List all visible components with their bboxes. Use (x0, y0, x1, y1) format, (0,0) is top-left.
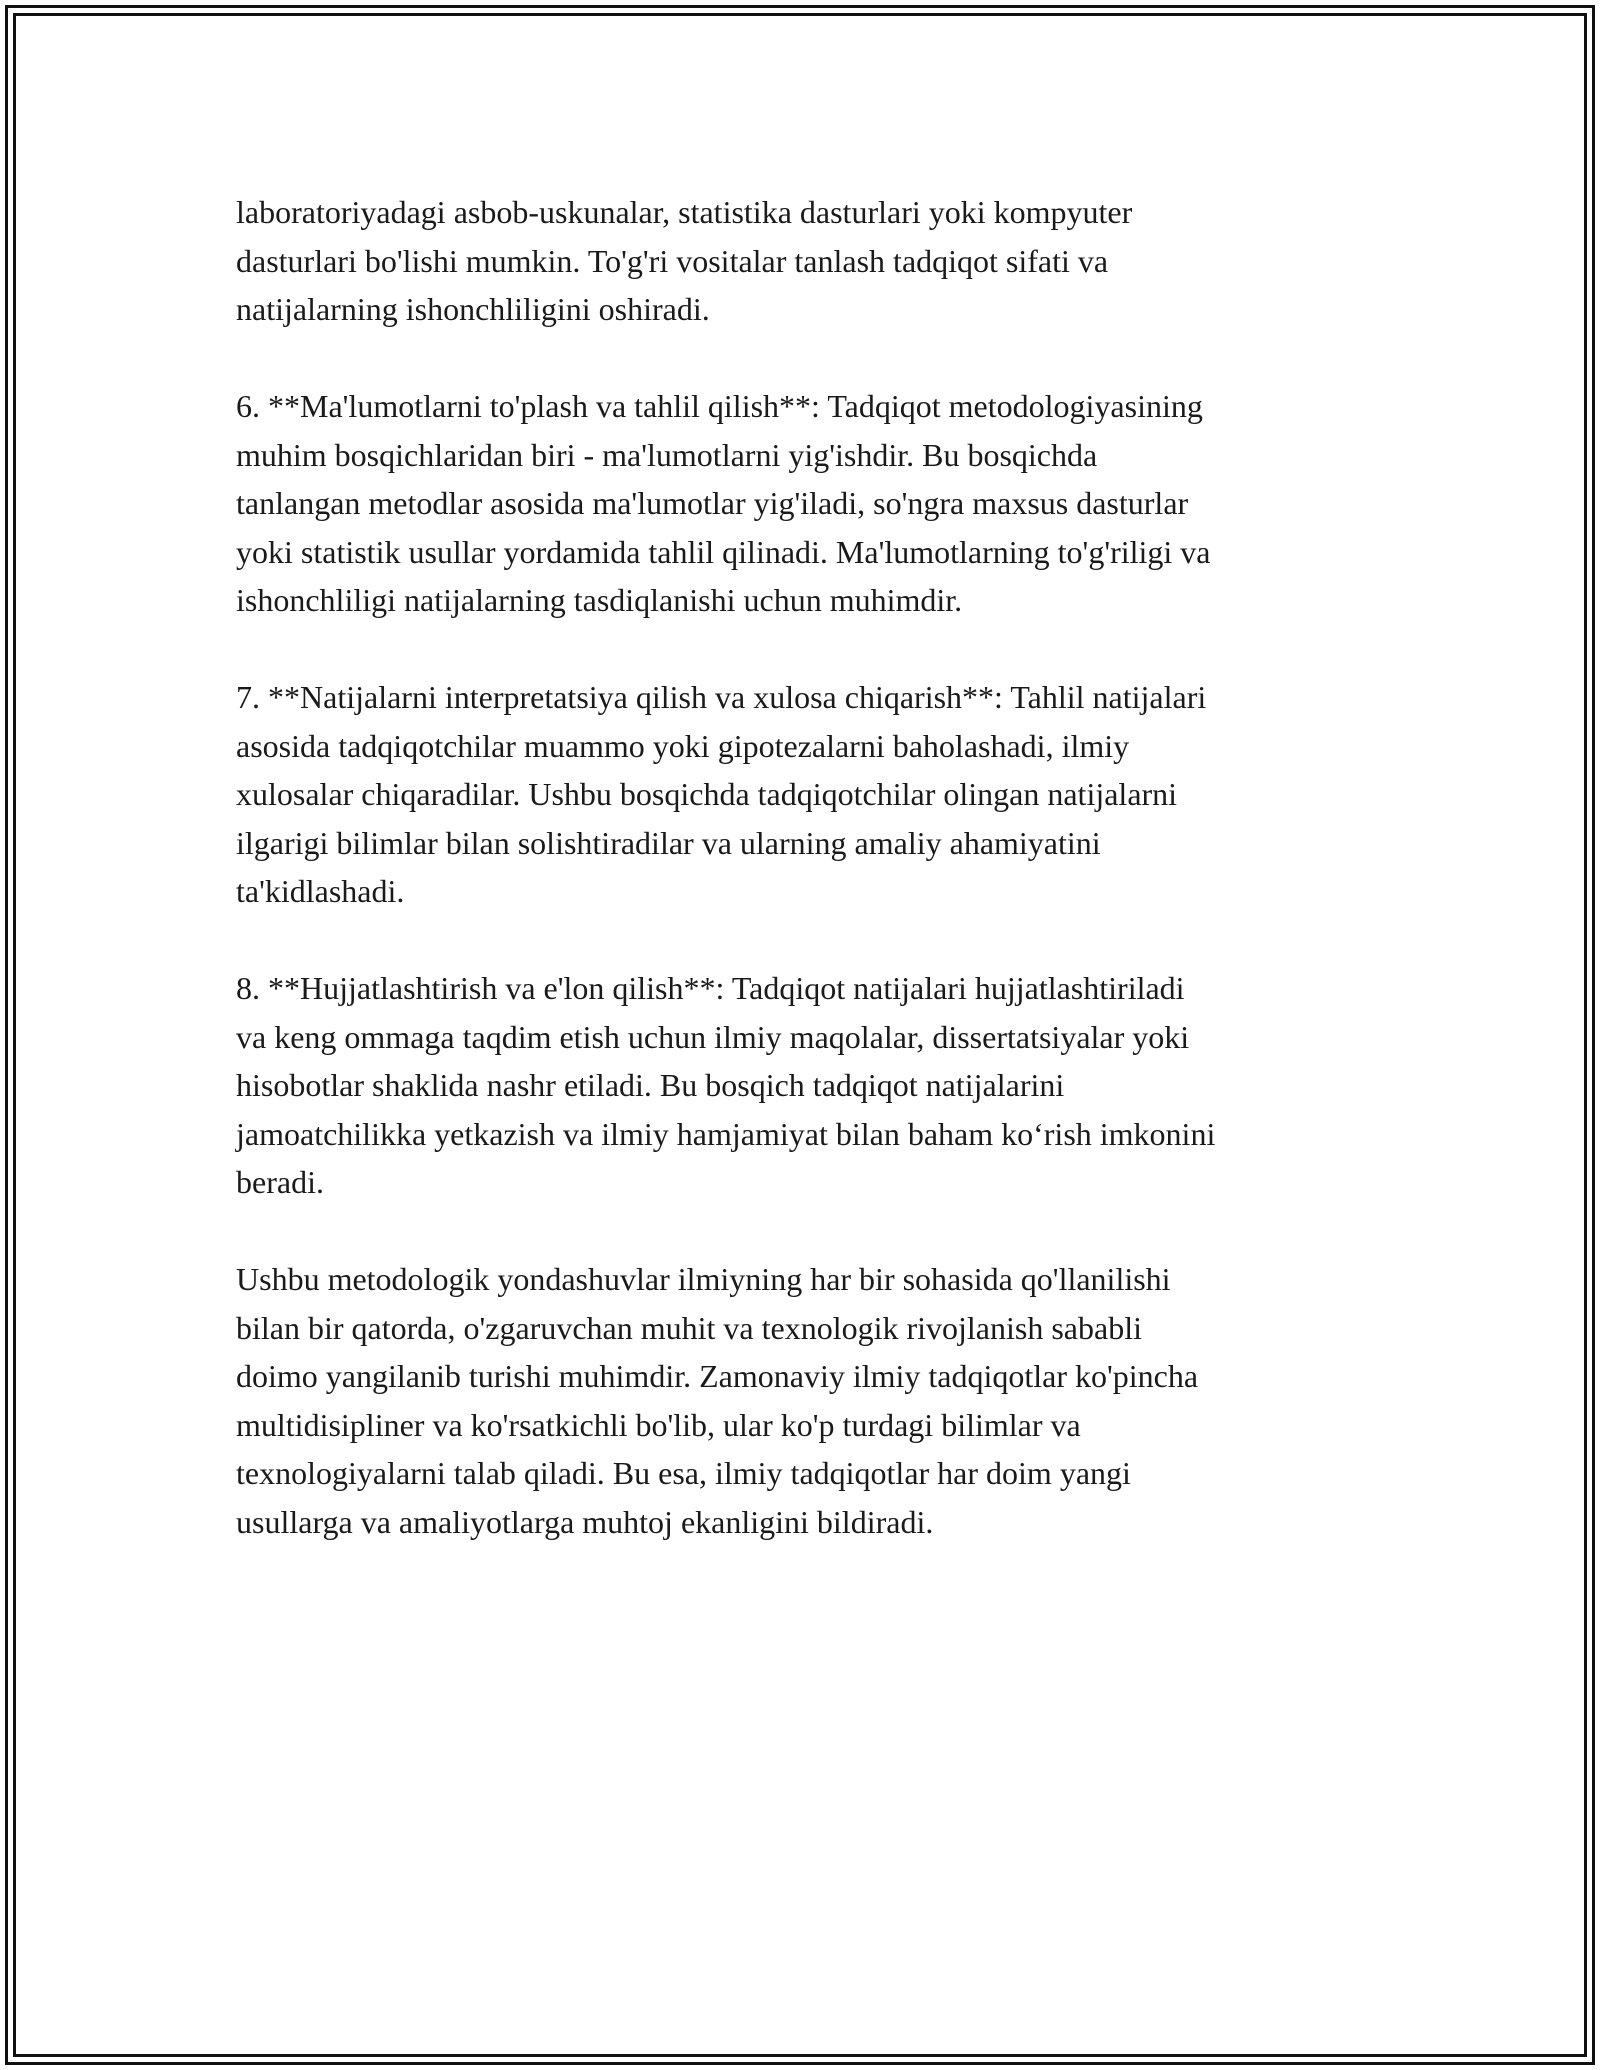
text-line: doimo yangilanib turishi muhimdir. Zamonaviy ilmiy tadqiqotlar ko'pincha (236, 1358, 1199, 1394)
text-line: 8. **Hujjatlashtirish va e'lon qilish**: Tadqiqot natijalari hujjatlashtiriladi (236, 970, 1185, 1006)
text-line: ishonchliligi natijalarning tasdiqlanishi uchun muhimdir. (236, 582, 963, 618)
paragraph-tools-continuation (236, 188, 1376, 334)
paragraph-item-6 (236, 382, 1376, 625)
text-line: multidisipliner va ko'rsatkichli bo'lib, ular ko'p turdagi bilimlar va (236, 1406, 1081, 1443)
text-line: laboratoriyadagi asbob-uskunalar, statistika dasturlari yoki kompyuter (236, 194, 1133, 230)
text-line: hisobotlar shaklida nashr etiladi. Bu bosqich tadqiqot natijalarini (236, 1067, 1065, 1103)
paragraph-item-7 (236, 673, 1376, 916)
text-line: beradi. (236, 1164, 324, 1200)
text-line: jamoatchilikka yetkazish va ilmiy hamjamiyat bilan baham ko‘rish imkonini (236, 1115, 1216, 1152)
text-line: usullarga va amaliyotlarga muhtoj ekanligini bildiradi. (236, 1503, 934, 1540)
text-line: ta'kidlashadi. (236, 873, 405, 909)
text-line: dasturlari bo'lishi mumkin. To'g'ri vositalar tanlash tadqiqot sifati va (236, 242, 1109, 279)
text-line: tanlangan metodlar asosida ma'lumotlar yig'iladi, so'ngra maxsus dasturlar (236, 485, 1189, 521)
text-line: 6. **Ma'lumotlarni to'plash va tahlil qilish**: Tadqiqot metodologiyasining (236, 388, 1203, 424)
paragraph-item-8 (236, 964, 1376, 1207)
text-line: Ushbu metodologik yondashuvlar ilmiyning har bir sohasida qo'llanilishi (236, 1261, 1171, 1297)
text-line: natijalarning ishonchliligini oshiradi. (236, 291, 710, 327)
text-line: 7. **Natijalarni interpretatsiya qilish va xulosa chiqarish**: Tahlil natijalari (236, 679, 1207, 715)
text-line: yoki statistik usullar yordamida tahlil qilinadi. Ma'lumotlarning to'g'riligi va (236, 533, 1211, 570)
document-body (236, 188, 1376, 1595)
text-line: bilan bir qatorda, o'zgaruvchan muhit va texnologik rivojlanish sababli (236, 1309, 1142, 1346)
paragraph-conclusion (236, 1255, 1376, 1546)
text-line: ilgarigi bilimlar bilan solishtiradilar va ularning amaliy ahamiyatini (236, 824, 1101, 861)
text-line: xulosalar chiqaradilar. Ushbu bosqichda tadqiqotchilar olingan natijalarni (236, 776, 1178, 812)
text-line: asosida tadqiqotchilar muammo yoki gipotezalarni baholashadi, ilmiy (236, 727, 1130, 764)
text-line: muhim bosqichlaridan biri - ma'lumotlarni yig'ishdir. Bu bosqichda (236, 436, 1098, 473)
text-line: texnologiyalarni talab qiladi. Bu esa, ilmiy tadqiqotlar har doim yangi (236, 1455, 1131, 1491)
text-line: va keng ommaga taqdim etish uchun ilmiy maqolalar, dissertatsiyalar yoki (236, 1018, 1190, 1055)
